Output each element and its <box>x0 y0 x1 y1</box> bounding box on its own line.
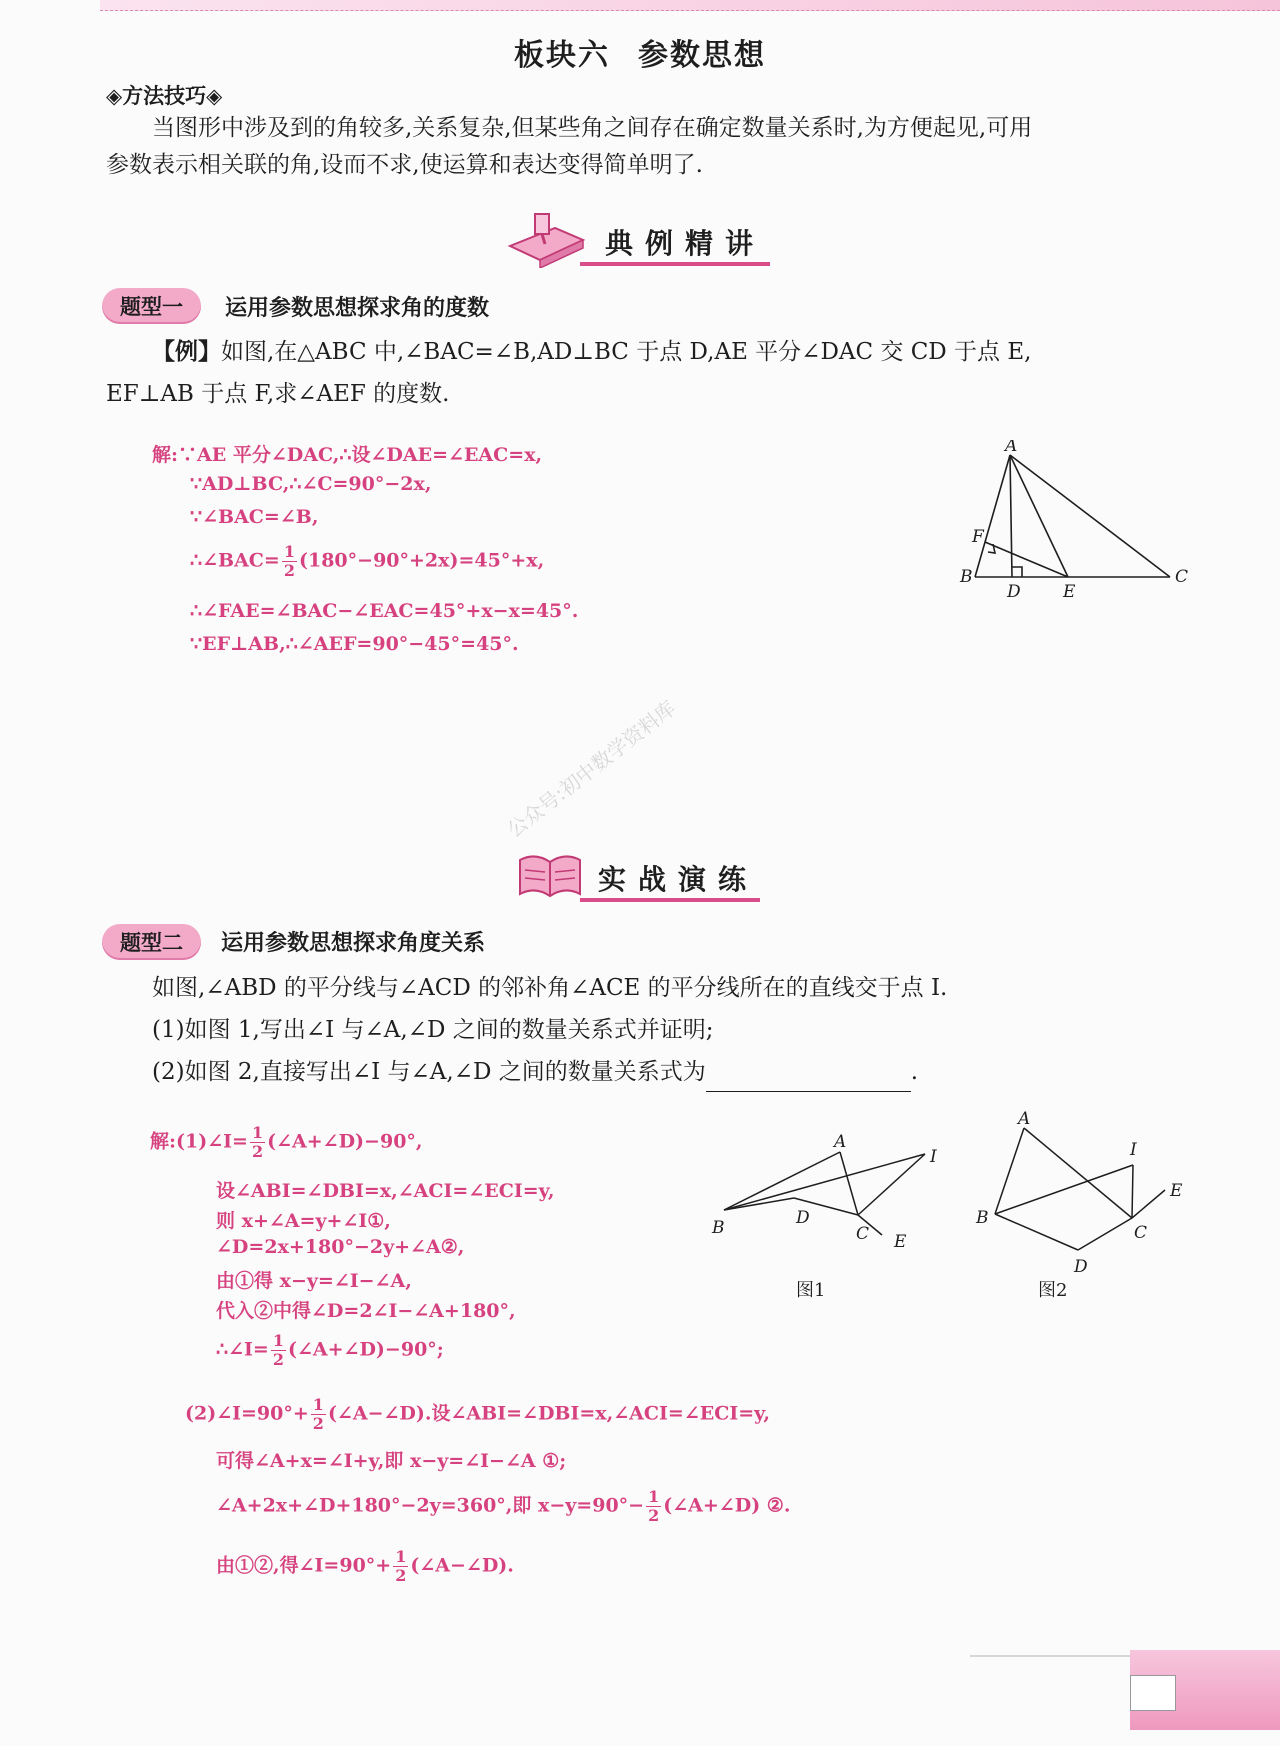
solution1-lead: 解: <box>152 444 179 466</box>
solution2-p4b: (∠A+∠D) ②. <box>663 1494 791 1517</box>
fig1-label-C: C <box>856 1224 870 1244</box>
solution2-line-6: 代入②中得∠D=2∠I−∠A+180°, <box>216 1300 516 1322</box>
solution2-line-7 <box>216 1332 444 1369</box>
section-title-practice: 实战演练 <box>598 863 759 896</box>
fraction-half <box>393 1548 408 1585</box>
page-number-box <box>1130 1675 1176 1711</box>
solution1-line-2: ∵AD⊥BC,∴∠C=90°−2x, <box>190 473 432 495</box>
fraction-num: 1 <box>312 1395 324 1414</box>
fraction-den: 2 <box>648 1506 660 1525</box>
block-label: 板块六 <box>514 38 610 73</box>
question-part-1: (1)如图 1,写出∠I 与∠A,∠D 之间的数量关系式并证明; <box>152 1017 714 1043</box>
reading-desk-icon <box>505 208 585 268</box>
solution2-line-4: ∠D=2x+180°−2y+∠A②, <box>216 1236 465 1258</box>
fig1-label-E: E <box>894 1232 907 1252</box>
section-underline-2 <box>580 898 760 902</box>
fraction-den: 2 <box>283 561 295 580</box>
solution2-p4a: ∠A+2x+∠D+180°−2y=360°,即 x−y=90°− <box>216 1494 645 1517</box>
solution2-line-3: 则 x+∠A=y+∠I①, <box>216 1210 391 1232</box>
watermark: 公众号:初中数学资料库 <box>502 695 681 843</box>
fig2-label-I: I <box>1130 1140 1137 1160</box>
solution1-line-3: ∵∠BAC=∠B, <box>190 506 319 528</box>
solution2-line-1 <box>150 1124 423 1161</box>
question-part-2-end: . <box>910 1059 919 1085</box>
solution2-part2-line-4 <box>216 1548 514 1585</box>
fraction-num: 1 <box>272 1331 284 1350</box>
fraction-num: 1 <box>251 1123 264 1142</box>
solution2-part2-line-2: 可得∠A+x=∠I+y,即 x−y=∠I−∠A ①; <box>216 1450 567 1472</box>
fig1-label-B: B <box>712 1218 725 1238</box>
section-title-examples: 典例精讲 <box>605 227 766 260</box>
solution1-line-6: ∵EF⊥AB,∴∠AEF=90°−45°=45°. <box>190 633 519 655</box>
figure-1 <box>710 1130 950 1300</box>
label-E: E <box>1063 582 1076 600</box>
figure-2 <box>970 1110 1200 1300</box>
type-title-1: 运用参数思想探求角的度数 <box>225 296 490 321</box>
method-line-2: 参数表示相关联的角,设而不求,使运算和表达变得简单明了. <box>106 152 703 178</box>
fig2-label-B: B <box>976 1208 989 1228</box>
triangle-figure <box>955 440 1195 600</box>
example-label: 【例】 <box>152 338 221 365</box>
fraction-num: 1 <box>395 1547 407 1566</box>
page-title <box>0 30 1280 74</box>
method-label: ◈方法技巧◈ <box>106 84 223 108</box>
answer-blank[interactable] <box>706 1063 911 1092</box>
example-line-1 <box>152 332 1031 372</box>
type-title-2: 运用参数思想探求角度关系 <box>221 931 486 956</box>
fig2-label-D: D <box>1074 1257 1088 1277</box>
fraction-half <box>311 1396 326 1433</box>
book-icon <box>515 848 585 903</box>
solution2-text-1: (∠A+∠D)−90°, <box>267 1130 423 1153</box>
solution1-text-1: ∵AE 平分∠DAC,∴设∠DAE=∠EAC=x, <box>178 444 543 466</box>
solution2-part2-line-3 <box>216 1488 790 1525</box>
fraction-half <box>282 543 297 580</box>
example-line-2: EF⊥AB 于点 F,求∠AEF 的度数. <box>106 381 450 407</box>
question-part-2-text: (2)如图 2,直接写出∠I 与∠A,∠D 之间的数量关系式为 <box>152 1059 706 1085</box>
solution1-line-1 <box>152 440 542 467</box>
solution2-line-2: 设∠ABI=∠DBI=x,∠ACI=∠ECI=y, <box>216 1180 555 1202</box>
fraction-half <box>271 1332 286 1369</box>
solution2-line-5: 由①得 x−y=∠I−∠A, <box>216 1270 412 1292</box>
solution1-text-4a: ∴∠BAC= <box>190 549 280 572</box>
method-line-1: 当图形中涉及到的角较多,关系复杂,但某些角之间存在确定数量关系时,为方便起见,可用 <box>152 115 1033 141</box>
fig2-caption: 图2 <box>1038 1280 1068 1300</box>
solution2-text-7b: (∠A+∠D)−90°; <box>287 1338 444 1361</box>
solution2-text-7a: ∴∠I= <box>216 1338 269 1361</box>
fig1-label-I: I <box>930 1147 937 1167</box>
fraction-num: 1 <box>648 1487 660 1506</box>
solution1-line-4 <box>190 543 544 580</box>
type-tag-2: 题型二 <box>102 924 201 960</box>
fig1-label-A: A <box>834 1132 847 1152</box>
label-B: B <box>960 567 973 587</box>
solution2-part2-line-1 <box>185 1396 770 1433</box>
label-A: A <box>1005 440 1018 456</box>
section-underline <box>580 262 770 266</box>
solution2-p2a: (2)∠I=90°+ <box>185 1402 309 1425</box>
solution2-p2b: (∠A−∠D).设∠ABI=∠DBI=x,∠ACI=∠ECI=y, <box>327 1402 771 1425</box>
example-text-1: 如图,在△ABC 中,∠BAC=∠B,AD⊥BC 于点 D,AE 平分∠DAC 交 CD 于点 E, <box>221 339 1032 365</box>
label-C: C <box>1175 567 1189 587</box>
top-decor-bar <box>100 0 1280 11</box>
solution2-p5b: (∠A−∠D). <box>410 1554 514 1577</box>
fig2-label-C: C <box>1134 1223 1148 1243</box>
topic-label: 参数思想 <box>638 38 766 73</box>
fraction-half <box>250 1124 265 1161</box>
fraction-den: 2 <box>395 1566 407 1585</box>
type-tag-1: 题型一 <box>102 288 201 324</box>
solution2-p5a: 由①②,得∠I=90°+ <box>216 1554 392 1577</box>
fraction-half <box>646 1488 661 1525</box>
fraction-den: 2 <box>272 1350 284 1369</box>
fraction-den: 2 <box>251 1142 264 1161</box>
label-F: F <box>972 527 984 547</box>
solution2-lead: 解:(1)∠I= <box>150 1130 248 1153</box>
question-part-2 <box>152 1052 918 1092</box>
solution1-text-4b: (180°−90°+2x)=45°+x, <box>299 549 545 572</box>
fraction-num: 1 <box>283 542 295 561</box>
solution1-line-5: ∴∠FAE=∠BAC−∠EAC=45°+x−x=45°. <box>190 600 579 622</box>
question-stem: 如图,∠ABD 的平分线与∠ACD 的邻补角∠ACE 的平分线所在的直线交于点 I. <box>152 975 948 1001</box>
fig1-label-D: D <box>796 1208 810 1228</box>
fraction-den: 2 <box>312 1414 324 1433</box>
label-D: D <box>1007 582 1021 600</box>
fig2-label-E: E <box>1170 1181 1183 1201</box>
fig1-caption: 图1 <box>796 1280 826 1300</box>
fig2-label-A: A <box>1018 1110 1031 1129</box>
